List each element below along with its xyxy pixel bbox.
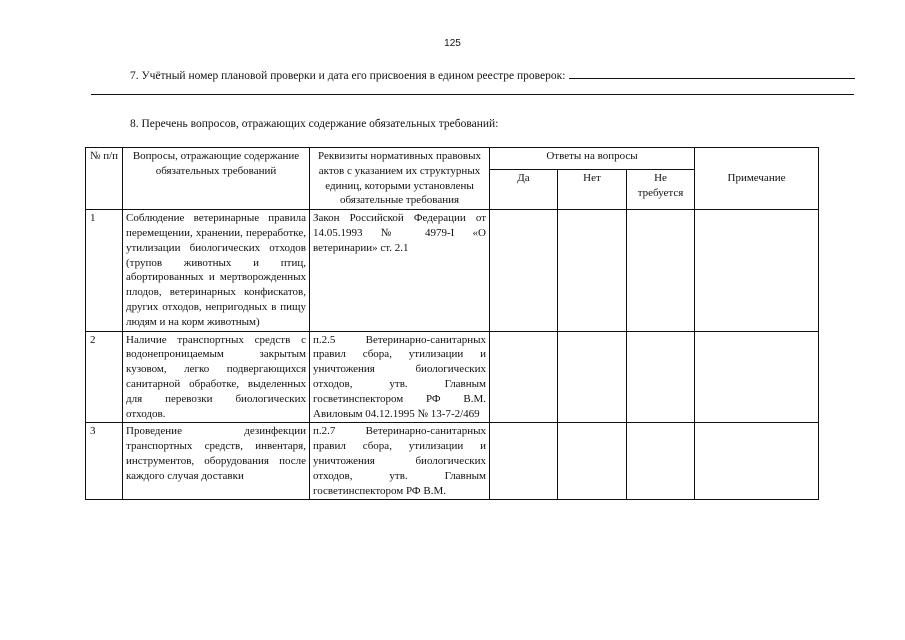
note-cell[interactable] [695, 210, 819, 331]
requirements-table [85, 147, 819, 500]
header-yes: Да [490, 169, 558, 209]
inspection-registry-line [130, 66, 855, 82]
row-question: Соблюдение ветеринарные правила перемещении, хранении, переработке, утилизации биологических отходов (трупов животных и птиц, абортированных и мертворожденных плодов, ветеринарных конфискатов, других отходов, непригодных в пищу людям и на корм животным) [123, 210, 310, 331]
header-questions: Вопросы, отражающие содержание обязательных требований [123, 148, 310, 210]
header-note: Примечание [695, 148, 819, 210]
inspection-registry-label: 7. Учётный номер плановой проверки и дата его присвоения в едином реестре проверок: [130, 70, 566, 82]
requirements-list-heading: 8. Перечень вопросов, отражающих содержание обязательных требований: [130, 118, 499, 130]
row-question: Наличие транспортных средств с водонепроницаемым закрытым кузовом, легко подвергающихся санитарной обработке, выделенных для перевозки биологических отходов. [123, 331, 310, 423]
header-answers: Ответы на вопросы [490, 148, 695, 170]
answer-yes-cell[interactable] [490, 423, 558, 500]
row-act: п.2.5 Ветеринарно-санитарных правил сбора, утилизации и уничтожения биологических отходов, утв. Главным госветинспектором РФ В.М. Авиловым 04.12.1995 № 13-7-2/469 [310, 331, 490, 423]
row-question: Проведение дезинфекции транспортных средств, инвентаря, инструментов, оборудования после каждого случая доставки [123, 423, 310, 500]
page-number: 125 [444, 38, 461, 49]
note-cell[interactable] [695, 423, 819, 500]
answer-no-cell[interactable] [558, 210, 627, 331]
row-num: 3 [86, 423, 123, 500]
answer-no-cell[interactable] [558, 331, 627, 423]
header-num: № п/п [86, 148, 123, 210]
answer-not-required-cell[interactable] [627, 331, 695, 423]
table-row [86, 331, 819, 423]
header-acts: Реквизиты нормативных правовых актов с указанием их структурных единиц, которыми установлены обязательные требования [310, 148, 490, 210]
note-cell[interactable] [695, 331, 819, 423]
inspection-registry-blank-continuation [91, 94, 854, 95]
answer-yes-cell[interactable] [490, 331, 558, 423]
answer-yes-cell[interactable] [490, 210, 558, 331]
row-act: Закон Российской Федерации от 14.05.1993 № 4979-I «О ветеринарии» ст. 2.1 [310, 210, 490, 331]
answer-not-required-cell[interactable] [627, 210, 695, 331]
header-row [86, 148, 819, 170]
table-row [86, 210, 819, 331]
inspection-registry-blank [569, 66, 855, 79]
row-num: 2 [86, 331, 123, 423]
header-no: Нет [558, 169, 627, 209]
table-row [86, 423, 819, 500]
row-num: 1 [86, 210, 123, 331]
answer-no-cell[interactable] [558, 423, 627, 500]
header-not-required: Не требуется [627, 169, 695, 209]
answer-not-required-cell[interactable] [627, 423, 695, 500]
row-act: п.2.7 Ветеринарно-санитарных правил сбора, утилизации и уничтожения биологических отходов, утв. Главным госветинспектором РФ В.М. [310, 423, 490, 500]
